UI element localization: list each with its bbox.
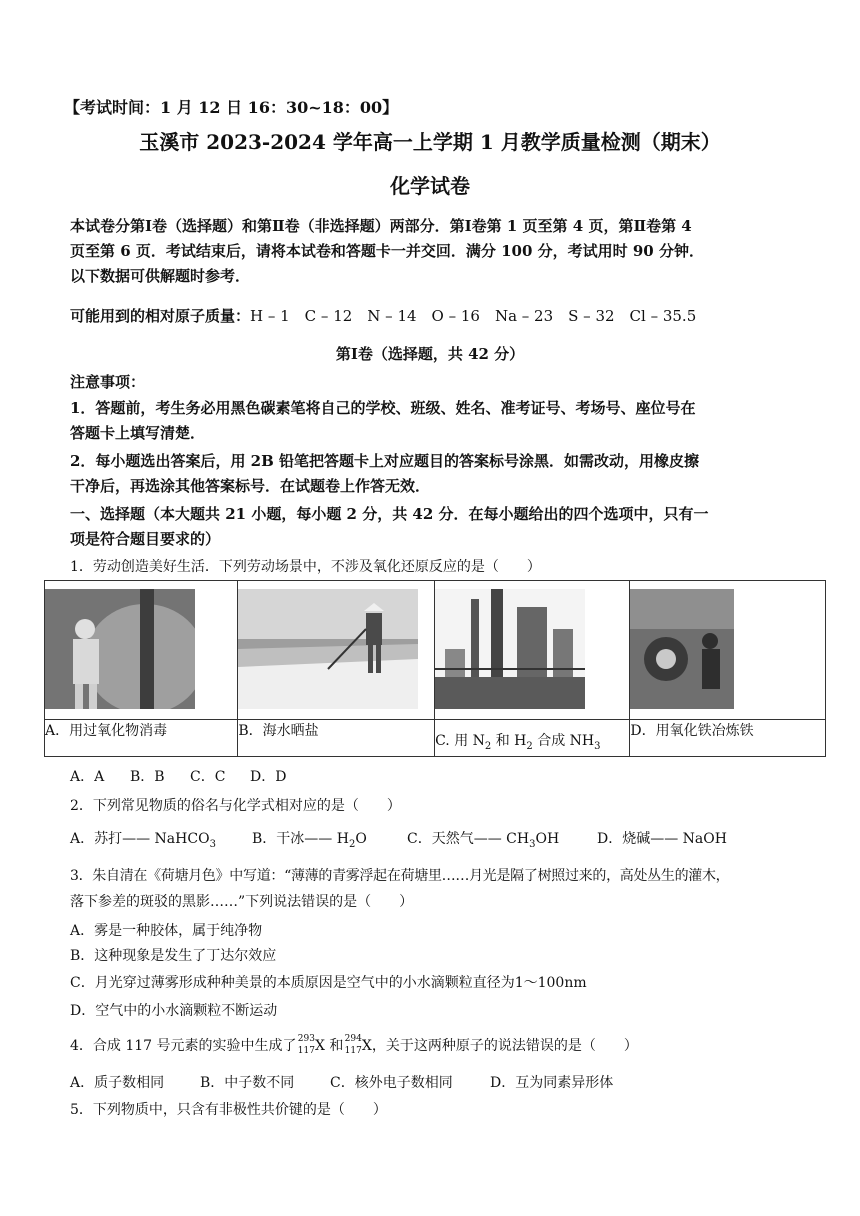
intro-line-3: 以下数据可供解题时参考． xyxy=(70,267,251,285)
q4-option-b: B．中子数不同 xyxy=(200,1075,295,1091)
q2-option-c-post: OH xyxy=(535,831,560,847)
q4-nuclide-1-z: 117 xyxy=(297,1046,315,1056)
q2-option-a-sub: 3 xyxy=(209,838,216,850)
q1-stem: 1．劳动创造美好生活．下列劳动场景中，不涉及氧化还原反应的是（ ） xyxy=(70,559,541,575)
q1-option-c: C．C xyxy=(190,769,226,785)
q4-nuclide-1-mass: 293 xyxy=(297,1034,315,1044)
q1-cell-d xyxy=(630,581,826,720)
q1-caption-c-pre: C. 用 N xyxy=(435,733,485,749)
q4-nuclide-2 xyxy=(344,1034,362,1056)
q2-option-d: D．烧碱—— NaOH xyxy=(597,831,727,847)
page-subtitle: 化学试卷 xyxy=(390,174,470,198)
q3-stem-b: 落下参差的斑驳的黑影……”下列说法错误的是（ ） xyxy=(70,894,414,910)
q3-option-d: D．空气中的小水滴颗粒不断运动 xyxy=(70,1003,278,1019)
q4-nuclide-2-z: 117 xyxy=(344,1046,362,1056)
page-title: 玉溪市 2023-2024 学年高一上学期 1 月教学质量检测（期末） xyxy=(139,130,721,154)
disinfection-photo xyxy=(45,589,195,709)
intro-line-1: 本试卷分第Ⅰ卷（选择题）和第Ⅱ卷（非选择题）两部分．第Ⅰ卷第 1 页至第 4 页，第Ⅱ卷第 4 xyxy=(70,217,692,235)
q3-option-a: A．雾是一种胶体，属于纯净物 xyxy=(70,923,263,939)
q4-stem-pre: 4．合成 117 号元素的实验中生成了 xyxy=(70,1038,297,1054)
q4-option-d: D．互为同素异形体 xyxy=(490,1075,614,1091)
q4-stem xyxy=(70,1036,638,1056)
atomic-mass-row xyxy=(70,306,696,326)
q1-caption-c-mid2: 合成 NH xyxy=(532,733,595,749)
notice-1a: 1．答题前，考生务必用黑色碳素笔将自己的学校、班级、姓名、准考证号、考场号、座位号在 xyxy=(70,399,696,417)
q4-and: 和 xyxy=(329,1038,344,1054)
q2-options xyxy=(70,829,727,855)
ammonia-plant-photo xyxy=(435,589,585,709)
q2-stem: 2．下列常见物质的俗名与化学式相对应的是（ ） xyxy=(70,798,401,814)
section1-title: 第Ⅰ卷（选择题，共 42 分） xyxy=(335,345,525,363)
q1-image-table xyxy=(44,580,826,757)
notice-2b: 干净后，再选涂其他答案标号．在试题卷上作答无效． xyxy=(70,477,431,495)
q1-caption-c-sub-n: 2 xyxy=(484,740,492,752)
q2-option-b xyxy=(252,829,407,855)
q1-cell-b xyxy=(238,581,435,720)
q1-caption-c-mid: 和 H xyxy=(491,733,527,749)
q2-option-a-text: A．苏打—— NaHCO xyxy=(70,831,210,847)
q1-option-a: A．A xyxy=(70,769,105,785)
q2-option-b-text: B．干冰—— H xyxy=(252,831,349,847)
q2-option-c xyxy=(407,829,597,855)
q1-option-b: B．B xyxy=(130,769,165,785)
q3-stem-a: 3．朱自清在《荷塘月色》中写道：“薄薄的青雾浮起在荷塘里……月光是隔了树照过来的，高处丛生的灌木， xyxy=(70,868,730,884)
q1-options xyxy=(70,767,286,787)
exam-time: 【考试时间：1 月 12 日 16：30~18：00】 xyxy=(64,98,399,117)
q1-option-d: D．D xyxy=(250,769,287,785)
q4-options xyxy=(70,1073,613,1093)
notice-2a: 2．每小题选出答案后，用 2B 铅笔把答题卡上对应题目的答案标号涂黑．如需改动，用橡皮擦 xyxy=(70,452,700,470)
q4-nuclide-2-symbol: X xyxy=(361,1038,372,1054)
atomic-mass-values: H – 1 C – 12 N – 14 O – 16 Na – 23 S – 32 Cl – 35.5 xyxy=(250,307,697,325)
q1-cell-c xyxy=(435,581,630,720)
q4-nuclide-1-symbol: X xyxy=(314,1038,325,1054)
q4-nuclide-2-mass: 294 xyxy=(344,1034,362,1044)
notice-label: 注意事项： xyxy=(70,373,146,391)
q1-caption-a: A．用过氧化物消毒 xyxy=(45,720,238,757)
part-heading-b: 项是符合题目要求的） xyxy=(70,530,221,548)
intro-line-2: 页至第 6 页．考试结束后，请将本试卷和答题卡一并交回．满分 100 分，考试用时 90 分钟． xyxy=(70,242,704,260)
sea-salt-photo xyxy=(238,589,418,709)
iron-smelting-photo xyxy=(630,589,734,709)
q2-option-b-sub: 2 xyxy=(348,838,356,850)
part-heading-a: 一、选择题（本大题共 21 小题，每小题 2 分，共 42 分．在每小题给出的四个选项中，只有一 xyxy=(70,505,709,523)
q4-stem-post: ，关于这两种原子的说法错误的是（ ） xyxy=(371,1038,638,1054)
q2-option-c-text: C．天然气—— CH xyxy=(407,831,530,847)
q3-option-c: C．月光穿过薄雾形成种种美景的本质原因是空气中的小水滴颗粒直径为1～100nm xyxy=(70,975,587,991)
q1-caption-b: B．海水晒盐 xyxy=(238,720,435,757)
q1-caption-c-sub-h: 2 xyxy=(526,740,533,752)
q1-caption-d: D．用氧化铁冶炼铁 xyxy=(630,720,826,757)
q4-option-c: C．核外电子数相同 xyxy=(330,1075,453,1091)
q3-option-b: B．这种现象是发生了丁达尔效应 xyxy=(70,948,277,964)
q4-option-a: A．质子数相同 xyxy=(70,1075,165,1091)
q1-caption-c xyxy=(435,720,630,757)
q2-option-a xyxy=(70,829,252,855)
q2-option-b-post: O xyxy=(355,831,367,847)
q1-cell-a xyxy=(45,581,238,720)
q4-nuclide-1 xyxy=(297,1034,315,1056)
q1-caption-c-sub-nh: 3 xyxy=(594,740,601,752)
q2-option-c-sub: 3 xyxy=(529,838,536,850)
atomic-mass-label: 可能用到的相对原子质量： xyxy=(70,307,251,325)
notice-1b: 答题卡上填写清楚． xyxy=(70,424,206,442)
q5-stem: 5．下列物质中，只含有非极性共价键的是（ ） xyxy=(70,1102,387,1118)
